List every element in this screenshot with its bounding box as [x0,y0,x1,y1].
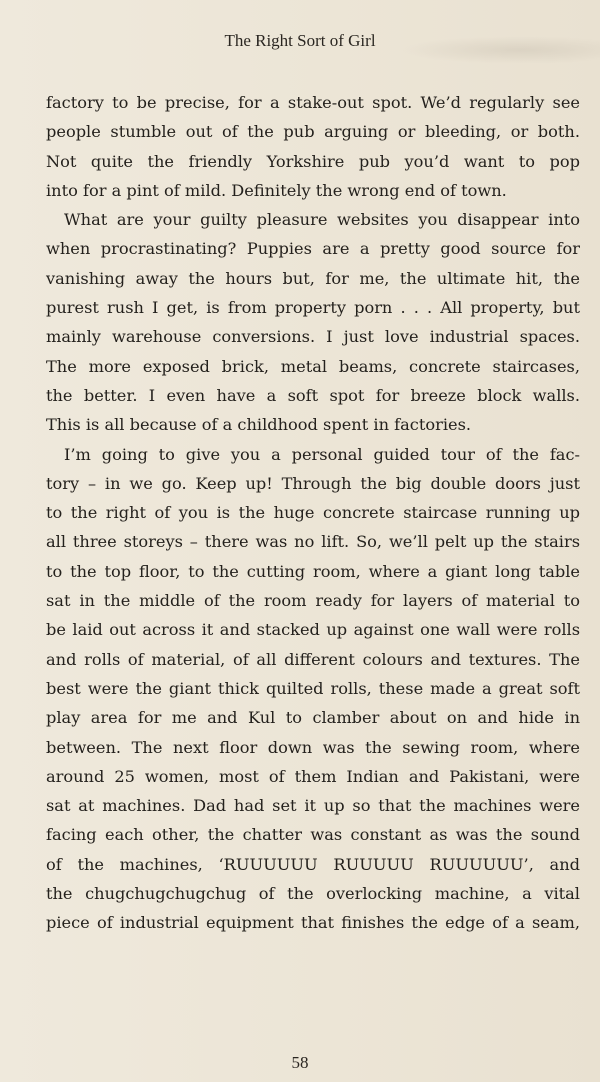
paragraph [46,205,580,439]
text-line: What are your guilty pleasure websites you disappear into [64,210,580,230]
text-line: and rolls of material, of all different colours and textures. The [46,649,580,669]
text-line: the better. I even have a soft spot for breeze block walls. [46,385,580,405]
text-line: to the top floor, to the cutting room, where a giant long table [46,561,580,581]
text-line: sat in the middle of the room ready for layers of material to [46,591,580,611]
body-text [46,88,580,938]
text-line: between. The next floor down was the sewing room, where [46,737,580,757]
text-line: Not quite the friendly Yorkshire pub you’d want to pop [46,151,580,171]
running-title: The Right Sort of Girl [224,31,376,50]
text-line: people stumble out of the pub arguing or bleeding, or both. [46,122,580,142]
text-line: piece of industrial equipment that finishes the edge of a seam, [46,913,580,933]
paragraph [46,88,580,205]
text-line: be laid out across it and stacked up against one wall were rolls [46,620,580,640]
text-line: vanishing away the hours but, for me, the ultimate hit, the [46,268,580,288]
text-line: all three storeys – there was no lift. So, we’ll pelt up the stairs [46,532,580,552]
text-line: sat at machines. Dad had set it up so that the machines were [46,796,580,816]
text-line: This is all because of a childhood spent in factories. [46,415,472,435]
text-line: The more exposed brick, metal beams, concrete staircases, [46,356,580,376]
text-line: when procrastinating? Puppies are a pretty good source for [46,239,580,259]
text-line: I’m going to give you a personal guided tour of the fac- [64,444,580,464]
text-line: to the right of you is the huge concrete staircase running up [46,503,580,523]
paragraph [46,440,580,938]
text-line: mainly warehouse conversions. I just love industrial spaces. [46,327,580,347]
text-line: the chugchugchugchug of the overlocking machine, a vital [46,884,580,904]
page-number: 58 [291,1053,309,1072]
text-line: tory – in we go. Keep up! Through the big double doors just [46,473,580,493]
text-line: factory to be precise, for a stake-out spot. We’d regularly see [46,93,580,112]
text-line: around 25 women, most of them Indian and Pakistani, were [46,766,580,786]
text-line: play area for me and Kul to clamber about on and hide in [46,708,580,728]
text-line: purest rush I get, is from property porn . . . All property, but [46,298,580,318]
text-line: into for a pint of mild. Definitely the wrong end of town. [46,180,507,200]
text-line: of the machines, ‘RUUUUUU RUUUUU RUUUUUU’, and [46,854,580,874]
text-line: best were the giant thick quilted rolls, these made a great soft [46,678,580,698]
text-line: facing each other, the chatter was constant as was the sound [46,825,580,845]
